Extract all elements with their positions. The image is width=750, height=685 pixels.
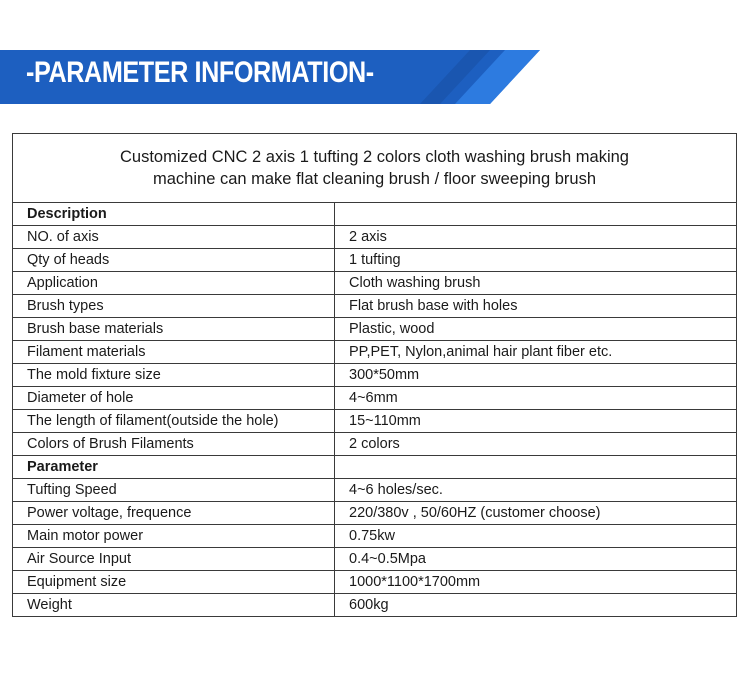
intro-cell: [13, 134, 737, 203]
row-value: Flat brush base with holes: [335, 295, 737, 318]
table-row: [13, 594, 737, 617]
row-label: Main motor power: [13, 525, 335, 548]
table-row: [13, 525, 737, 548]
row-value: Cloth washing brush: [335, 272, 737, 295]
row-value: 4~6 holes/sec.: [335, 479, 737, 502]
table-row: [13, 387, 737, 410]
intro-line-1: Customized CNC 2 axis 1 tufting 2 colors cloth washing brush making: [120, 148, 629, 166]
row-label: Tufting Speed: [13, 479, 335, 502]
row-label: Power voltage, frequence: [13, 502, 335, 525]
row-label: Diameter of hole: [13, 387, 335, 410]
table-row: [13, 341, 737, 364]
row-label: Air Source Input: [13, 548, 335, 571]
row-value: 2 axis: [335, 226, 737, 249]
row-value: 220/380v , 50/60HZ (customer choose): [335, 502, 737, 525]
table-row: [13, 272, 737, 295]
intro-row: [13, 134, 737, 203]
row-label: Brush types: [13, 295, 335, 318]
table-row: [13, 318, 737, 341]
section-header-row: [13, 203, 737, 226]
row-value: 300*50mm: [335, 364, 737, 387]
banner-title: -PARAMETER INFORMATION-: [26, 56, 374, 89]
row-value: 1 tufting: [335, 249, 737, 272]
row-label: Filament materials: [13, 341, 335, 364]
row-value: 1000*1100*1700mm: [335, 571, 737, 594]
row-label: NO. of axis: [13, 226, 335, 249]
row-label: Colors of Brush Filaments: [13, 433, 335, 456]
table-row: [13, 548, 737, 571]
row-value: 0.75kw: [335, 525, 737, 548]
row-value: 2 colors: [335, 433, 737, 456]
description-heading: Description: [13, 203, 335, 226]
table-row: [13, 433, 737, 456]
intro-line-2: machine can make flat cleaning brush / floor sweeping brush: [153, 170, 596, 188]
row-value: Plastic, wood: [335, 318, 737, 341]
table-row: [13, 479, 737, 502]
row-value: 15~110mm: [335, 410, 737, 433]
section-header-row: [13, 456, 737, 479]
parameter-table: [12, 133, 737, 617]
table-row: [13, 364, 737, 387]
table-row: [13, 295, 737, 318]
row-label: Equipment size: [13, 571, 335, 594]
row-label: The mold fixture size: [13, 364, 335, 387]
row-label: Application: [13, 272, 335, 295]
row-label: Qty of heads: [13, 249, 335, 272]
table-row: [13, 571, 737, 594]
empty-cell: [335, 456, 737, 479]
table-row: [13, 502, 737, 525]
table-row: [13, 410, 737, 433]
row-label: The length of filament(outside the hole): [13, 410, 335, 433]
row-value: 600kg: [335, 594, 737, 617]
row-label: Weight: [13, 594, 335, 617]
table-row: [13, 249, 737, 272]
row-value: 4~6mm: [335, 387, 737, 410]
parameter-heading: Parameter: [13, 456, 335, 479]
row-label: Brush base materials: [13, 318, 335, 341]
empty-cell: [335, 203, 737, 226]
table-row: [13, 226, 737, 249]
row-value: PP,PET, Nylon,animal hair plant fiber etc.: [335, 341, 737, 364]
row-value: 0.4~0.5Mpa: [335, 548, 737, 571]
section-banner: [0, 0, 750, 120]
